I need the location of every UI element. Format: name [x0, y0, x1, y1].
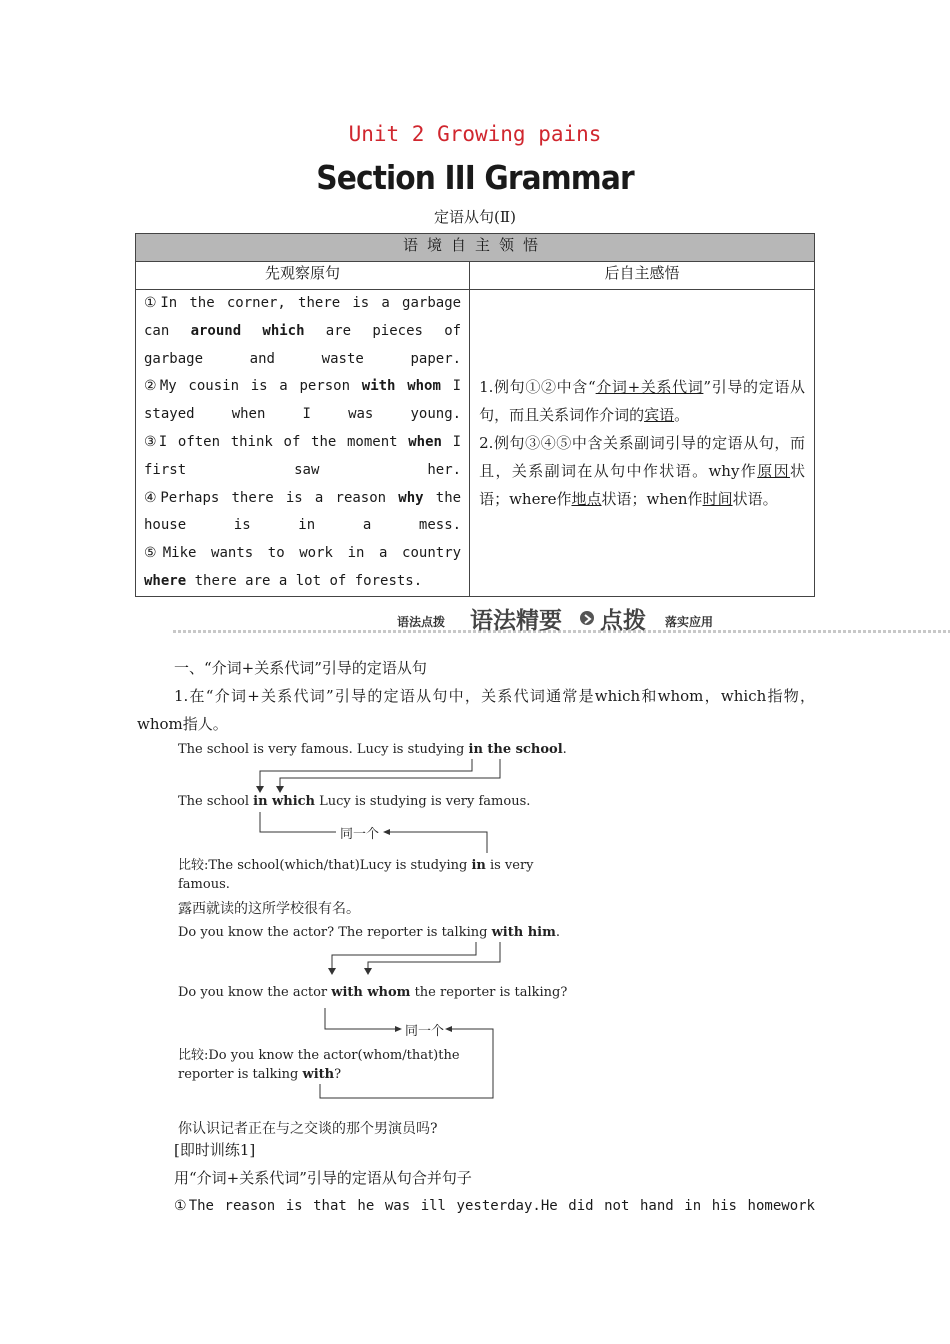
- drill-label: [即时训练1]: [174, 1141, 256, 1159]
- example-sentence: ⑤Mike wants to work in a country where there are a lot of forests.: [144, 545, 462, 589]
- note-2: 2.例句③④⑤中含关系副词引导的定语从句，而且，关系副词在从句中作状语。why作原因状语；where作地点状语；when作时间状语。: [479, 434, 805, 508]
- table-header: 语境自主领悟: [136, 234, 815, 262]
- section-heading-1: 一、“介词+关系代词”引导的定语从句: [174, 659, 427, 677]
- fig2-comparison: 比较:Do you know the actor(whom/that)the: [178, 1048, 460, 1063]
- drill-question-1: ①The reason is that he was ill yesterday.He did not hand in his homework: [174, 1198, 815, 1214]
- column-header-left: 先观察原句: [136, 262, 470, 290]
- banner-right-label: 落实应用: [665, 615, 714, 629]
- column-header-right: 后自主感悟: [470, 262, 815, 290]
- fig2-sentence-2: Do you know the actor with whom the reporter is talking?: [178, 985, 568, 1000]
- fig1-sentence-2: The school in which Lucy is studying is very famous.: [178, 794, 531, 809]
- paragraph-rule-1: 1.在“介词+关系代词”引导的定语从句中，关系代词通常是which和whom，which指物，whom指人。: [137, 687, 815, 733]
- fig2-comparison-cont: reporter is talking with?: [178, 1067, 342, 1082]
- example-sentence: ②My cousin is a person with whom I stayed when I was young.: [144, 378, 462, 423]
- unit-title: Unit 2 Growing pains: [348, 122, 602, 146]
- section-title: Section III Grammar: [316, 158, 634, 197]
- fig1-same-label: 同一个: [340, 827, 380, 842]
- example-sentence: ①In the corner, there is a garbage can around which are pieces of garbage and waste paper.: [144, 295, 462, 367]
- fig1-translation: 露西就读的这所学校很有名。: [178, 901, 360, 917]
- example-sentence: ④Perhaps there is a reason why the house is in a mess.: [144, 489, 462, 534]
- banner-left-label: 语法点拨: [397, 615, 446, 629]
- banner-title-sub: 点拨: [600, 608, 646, 634]
- banner-title-main: 语法精要: [470, 608, 562, 634]
- fig1-comparison-cont: famous.: [178, 877, 230, 892]
- fig2-sentence-1: Do you know the actor? The reporter is talking with him.: [178, 925, 560, 940]
- fig1-sentence-1: The school is very famous. Lucy is studying in the school.: [178, 742, 567, 757]
- fig1-comparison: 比较:The school(which/that)Lucy is studying in is very: [178, 858, 534, 873]
- fig2-translation: 你认识记者正在与之交谈的那个男演员吗?: [178, 1121, 438, 1137]
- drill-instruction: 用“介词+关系代词”引导的定语从句合并句子: [174, 1169, 472, 1187]
- note-1: 1.例句①②中含“介词+关系代词”引导的定语从句，而且关系词作介词的宾语。: [479, 378, 806, 424]
- fig2-same-label: 同一个: [405, 1024, 445, 1039]
- example-sentence: ③I often think of the moment when I first saw her.: [144, 433, 462, 478]
- grammar-topic-subtitle: 定语从句(Ⅱ): [434, 208, 516, 226]
